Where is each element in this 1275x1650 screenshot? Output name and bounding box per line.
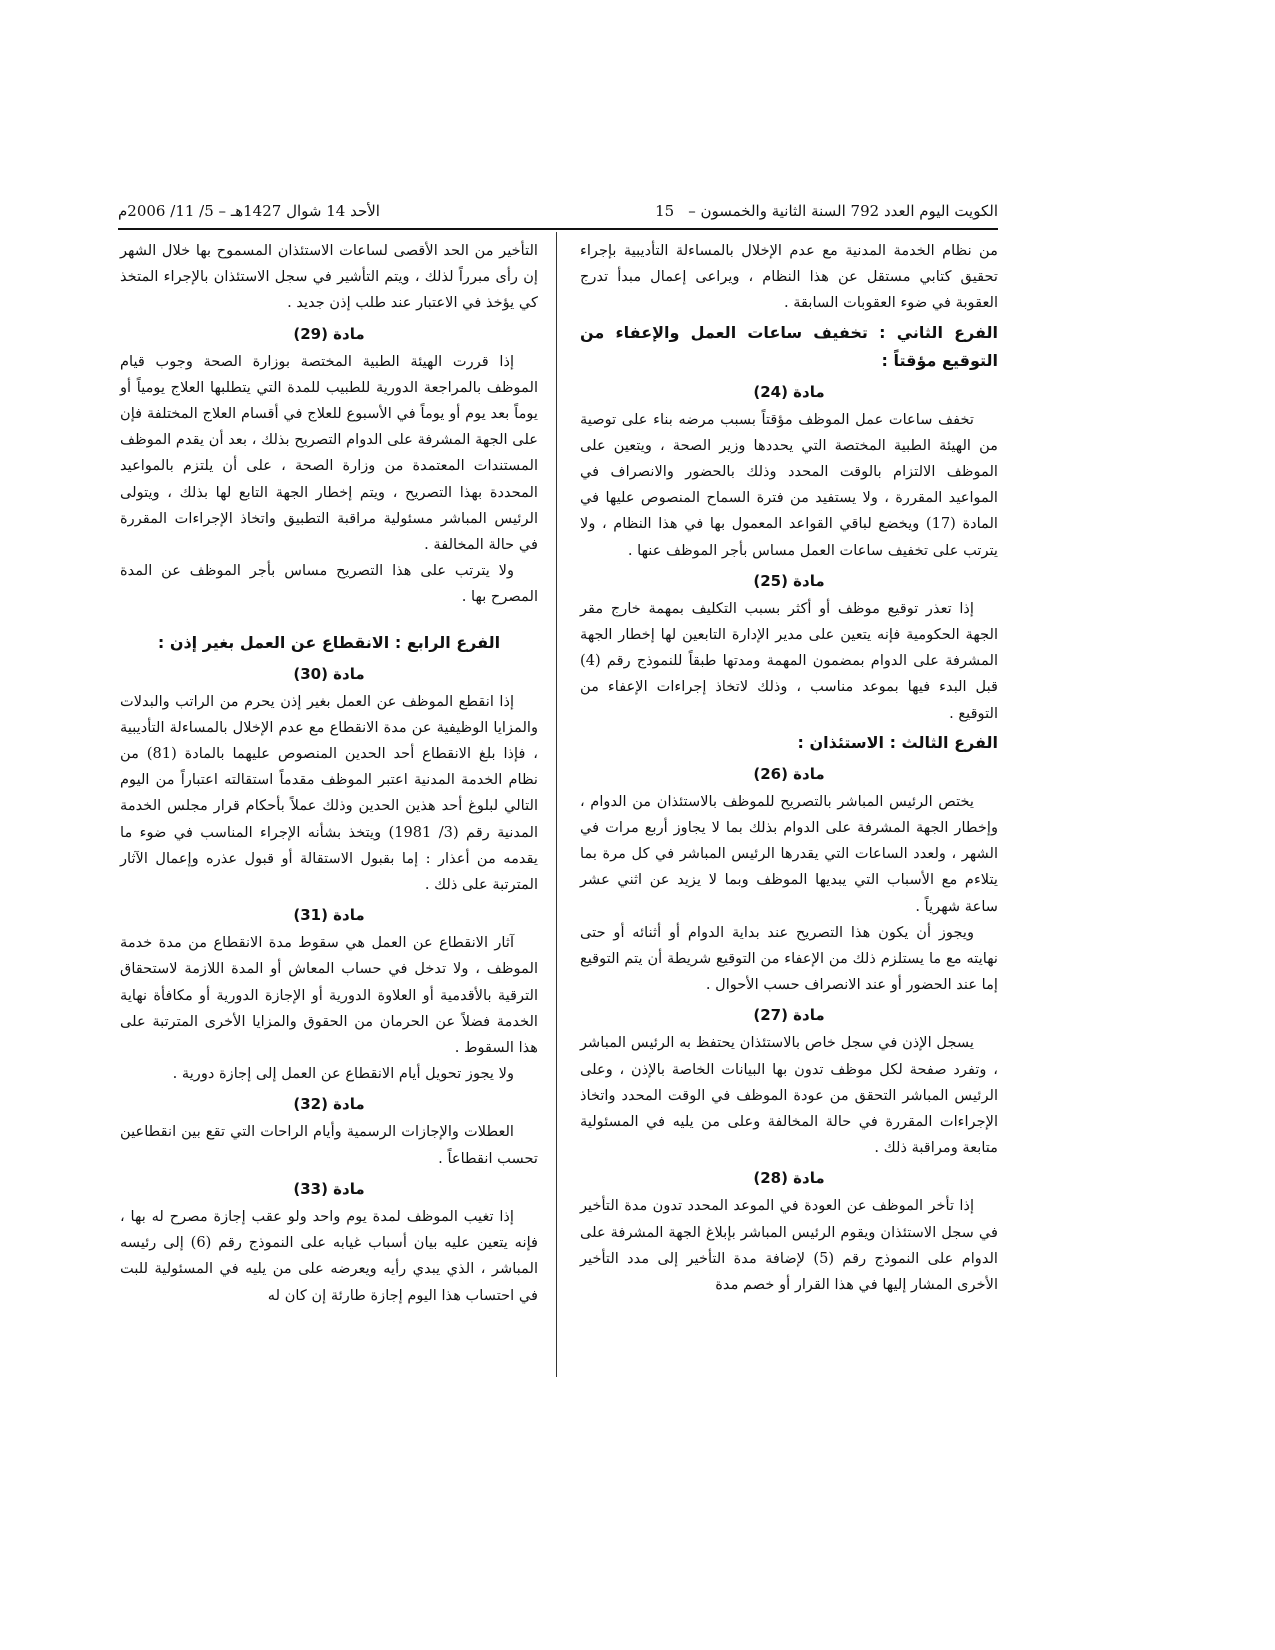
paragraph-continued: التأخير من الحد الأقصى لساعات الاستئذان المسموح بها خلال الشهر إن رأى مبرراً لذلك ، ويتم التأشير في سجل الاستئذان بالإجراء المتخذ كي يؤخذ في الاعتبار عند طلب إذن جديد . — [120, 242, 538, 312]
paragraph-article-29-a: إذا قررت الهيئة الطبية المختصة بوزارة الصحة وجوب قيام الموظف بالمراجعة الدورية للطبيب للمدة التي يتطلبها العلاج يومياً أو يوماً بعد يوم أو يوماً في الأسبوع للعلاج في أقسام العلاج المختلفة فإن على الجهة المشرفة على الدوام التصريح بذلك ، بعد أن يقدم الموظف المستندات المعتمدة من وزارة الصحة ، على أن يلتزم بالمواعيد المحددة بهذا التصريح ، ويتم إخطار الجهة التابع لها بذلك ، ويتولى الرئيس المباشر مسئولية مراقبة التطبيق واتخاذ الإجراءات المقررة في حالة المخالفة . — [120, 352, 538, 554]
left-column — [120, 238, 538, 1309]
paragraph-article-32: العطلات والإجازات الرسمية وأيام الراحات التي تقع بين انقطاعين تحسب انقطاعاً . — [120, 1123, 538, 1167]
paragraph-article-29-b: ولا يترتب على هذا التصريح مساس بأجر الموظف عن المدة المصرح بها . — [120, 562, 538, 606]
header-date: الأحد 14 شوال 1427هـ – 5/ 11/ 2006م — [118, 202, 380, 220]
column-divider — [556, 232, 557, 1377]
paragraph-article-28: إذا تأخر الموظف عن العودة في الموعد المحدد تدون مدة التأخير في سجل الاستئذان ويقوم الرئيس المباشر بإبلاغ الجهة المشرفة على الدوام على النموذج رقم (5) لإضافة مدة التأخير إلى مدد التأخير الأخرى المشار إليها في هذا القرار أو خصم مدة — [580, 1197, 998, 1294]
header-publication: الكويت اليوم العدد 792 السنة الثانية والخمسون – — [688, 202, 998, 220]
section-heading-4: الفرع الرابع : الانقطاع عن العمل بغير إذن : — [157, 632, 501, 652]
paragraph-intro: من نظام الخدمة المدنية مع عدم الإخلال بالمساءلة التأديبية بإجراء تحقيق كتابي مستقل عن هذا النظام ، ويراعى إعمال مبدأ تدرج العقوبة في ضوء العقوبات السابقة . — [580, 242, 998, 312]
paragraph-article-30: إذا انقطع الموظف عن العمل بغير إذن يحرم من الراتب والبدلات والمزايا الوظيفية عن مدة الانقطاع مع عدم الإخلال بالمساءلة التأديبية ، فإذا بلغ الانقطاع أحد الحدين المنصوص عليهما بالمادة (81) من نظام الخدمة المدنية اعتبر الموظف مقدماً استقالته اعتباراً من اليوم التالي لبلوغ أحد هذين الحدين وذلك عملاً بأحكام قرار مجلس الخدمة المدنية رقم (3/ 1981) ويتخذ بشأنه الإجراء المناسب في ضوء ما يقدمه من أعذار : إما بقبول الاستقالة أو قبول عذره وإعمال الآثار المترتبة على ذلك . — [120, 692, 538, 894]
paragraph-article-25: إذا تعذر توقيع موظف أو أكثر بسبب التكليف بمهمة خارج مقر الجهة الحكومية فإنه يتعين على مدير الإدارة التابعين لها إخطار الجهة المشرفة على الدوام بمضمون المهمة ومدتها طبقاً للنموذج رقم (4) قبل البدء فيها بموعد مناسب ، وذلك لاتخاذ إجراءات الإعفاء من التوقيع . — [580, 599, 998, 722]
header-publication-group — [655, 202, 998, 220]
paragraph-article-26-b: ويجوز أن يكون هذا التصريح عند بداية الدوام أو أثنائه أو حتى نهايته مع ما يستلزم ذلك من الإعفاء من التوقيع شريطة أن يتم التوقيع إما عند الحضور أو عند الانصراف حسب الأحوال . — [580, 923, 998, 994]
article-heading-26: مادة (26) — [753, 764, 825, 783]
paragraph-article-27: يسجل الإذن في سجل خاص بالاستئذان يحتفظ به الرئيس المباشر ، وتفرد صفحة لكل موظف تدون بها البيانات الخاصة بالإذن ، وعلى الرئيس المباشر التحقق من عودة الموظف في الوقت المحدد واتخاذ الإجراءات المقررة في حالة المخالفة وعلى من يليه في المسئولية متابعة ومراقبة ذلك . — [580, 1034, 998, 1157]
article-heading-24: مادة (24) — [753, 382, 825, 401]
header-page-number: 15 — [655, 202, 675, 220]
paragraph-article-31-b: ولا يجوز تحويل أيام الانقطاع عن العمل إلى إجازة دورية . — [172, 1065, 514, 1083]
paragraph-article-31-a: آثار الانقطاع عن العمل هي سقوط مدة الانقطاع من مدة خدمة الموظف ، ولا تدخل في حساب المعاش أو المدة اللازمة لاستحقاق الترقية بالأقدمية أو العلاوة الدورية أو الإجازة الدورية أو مكافأة نهاية الخدمة فضلاً عن الحرمان من الحقوق والمزايا الأخرى المترتبة على هذا السقوط . — [120, 934, 538, 1057]
article-heading-33: مادة (33) — [293, 1179, 365, 1198]
header-rule — [118, 228, 998, 230]
article-heading-30: مادة (30) — [293, 664, 365, 683]
section-heading-2: الفرع الثاني : تخفيف ساعات العمل والإعفاء من التوقيع مؤقتاً : — [580, 322, 998, 370]
right-column — [580, 238, 998, 1298]
article-heading-27: مادة (27) — [753, 1006, 825, 1025]
section-heading-3: الفرع الثالث : الاستئذان : — [797, 732, 998, 752]
paragraph-article-33: إذا تغيب الموظف لمدة يوم واحد ولو عقب إجازة مصرح له بها ، فإنه يتعين عليه بيان أسباب غيابه على النموذج رقم (6) إلى رئيسه المباشر ، الذي يبدي رأيه ويعرضه على من يليه في المسئولية للبت في احتساب هذا اليوم إجازة طارئة إن كان له — [120, 1207, 538, 1304]
article-heading-28: مادة (28) — [753, 1169, 825, 1188]
paragraph-article-24: تخفف ساعات عمل الموظف مؤقتاً بسبب مرضه بناء على توصية من الهيئة الطبية المختصة التي يحددها وزير الصحة ، ويتعين على الموظف الالتزام بالوقت المحدد وذلك بالحضور والانصراف في المواعيد المقررة ، ولا يستفيد من فترة السماح المنصوص عليها في المادة (17) ويخضع لباقي القواعد المعمول بها في هذا النظام ، ولا يترتب على تخفيف ساعات العمل مساس بأجر الموظف عنها . — [580, 410, 998, 559]
article-heading-31: مادة (31) — [293, 906, 365, 925]
article-heading-29: مادة (29) — [293, 324, 365, 343]
article-heading-32: مادة (32) — [293, 1095, 365, 1114]
article-heading-25: مادة (25) — [753, 571, 825, 590]
paragraph-article-26-a: يختص الرئيس المباشر بالتصريح للموظف بالاستئذان من الدوام ، وإخطار الجهة المشرفة على الدوام بذلك بما لا يجاوز أربع مرات في الشهر ، ولعدد الساعات التي يقدرها الرئيس المباشر في كل مرة بما يتلاءم مع الأسباب التي يبديها الموظف وبما لا يزيد عن اثني عشر ساعة شهرياً . — [580, 792, 998, 915]
page-header — [118, 188, 998, 220]
